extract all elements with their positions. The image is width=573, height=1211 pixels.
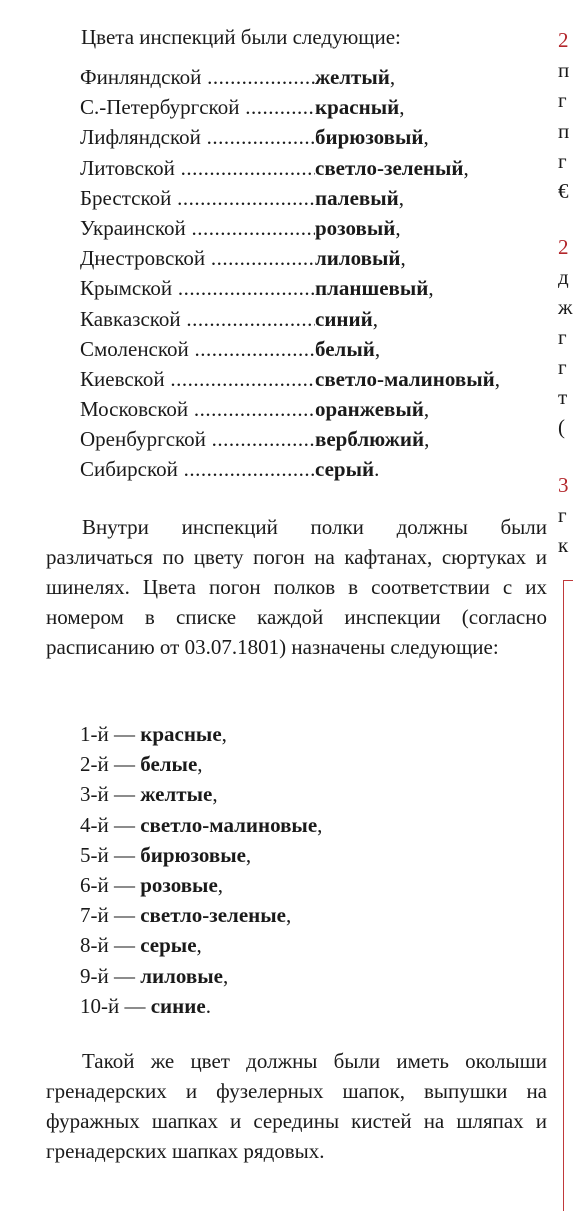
inspection-name: Лифляндской .....	[80, 122, 315, 152]
adjacent-column-fragment: п	[558, 58, 570, 82]
list-item	[80, 243, 550, 273]
punctuation: ,	[217, 872, 224, 897]
adjacent-sidebar-frame	[563, 580, 573, 1211]
adjacent-column-fragment: 2	[558, 28, 569, 52]
list-item	[80, 334, 550, 364]
list-item	[80, 870, 322, 900]
list-item	[80, 62, 550, 92]
regiment-color: красные	[140, 722, 222, 746]
punctuation: ,	[395, 215, 401, 240]
regiment-color: серые	[140, 933, 197, 958]
list-item	[80, 991, 322, 1021]
regiment-color: розовые	[140, 872, 218, 897]
regiment-color: бирюзовые	[140, 842, 246, 867]
inspection-name: Литовской .....	[80, 153, 315, 183]
list-item	[80, 122, 550, 152]
adjacent-column-fragment: 2	[558, 235, 569, 259]
adjacent-column-fragment: к	[558, 533, 569, 557]
punctuation: ,	[196, 933, 202, 958]
inspection-color: лиловый	[315, 246, 401, 271]
regiment-color: белые	[140, 752, 198, 777]
inspection-name: Брестской .....	[80, 183, 315, 213]
list-item	[80, 153, 550, 183]
regiment-number: 1-й —	[80, 722, 135, 746]
punctuation: ,	[399, 95, 405, 120]
inspection-color: оранжевый	[315, 397, 424, 422]
punctuation: ,	[423, 397, 430, 422]
adjacent-column-fragment: ж	[558, 295, 573, 319]
punctuation: ,	[423, 125, 429, 150]
list-item	[80, 930, 322, 960]
punctuation: ,	[222, 963, 229, 988]
intro-line: Цвета инспекций были следующие:	[81, 25, 401, 49]
adjacent-column-fragment: г	[558, 88, 567, 112]
regiment-number: 6-й —	[80, 872, 135, 897]
list-item	[80, 779, 322, 809]
inspection-name: Кавказской .....	[80, 304, 315, 334]
punctuation: ,	[197, 752, 203, 777]
regiment-number: 4-й —	[80, 812, 135, 837]
list-item	[80, 213, 550, 243]
punctuation: ,	[398, 185, 404, 210]
punctuation: ,	[463, 155, 469, 180]
list-item	[80, 304, 550, 334]
list-item	[80, 364, 550, 394]
adjacent-column-fragment: т	[558, 385, 568, 409]
inspection-color: серый	[315, 457, 375, 482]
inspection-color: палевый	[315, 185, 399, 210]
inspection-color: светло-зеленый	[315, 155, 464, 180]
adjacent-column-fragment: г	[558, 503, 567, 527]
body-paragraph: Такой же цвет должны были иметь околыши гренадерских и фузелерных шапок, выпушки на фуражных шапках и середины кистей на шляпах и гренадерских шапках рядовых.	[46, 1049, 547, 1163]
list-item	[80, 183, 550, 213]
regiment-color: светло-малиновые	[140, 812, 318, 837]
list-item	[80, 961, 322, 991]
list-item	[80, 454, 550, 484]
regiment-number: 3-й —	[80, 782, 135, 807]
adjacent-column-fragment: п	[558, 119, 570, 143]
inspection-name: Оренбургской .....	[80, 424, 315, 454]
list-item	[80, 92, 550, 122]
inspection-color: желтый	[315, 65, 390, 89]
adjacent-column-fragment: €	[558, 179, 569, 203]
inspection-name: Финляндской .....	[80, 62, 315, 92]
inspection-name: Сибирской .....	[80, 454, 315, 484]
punctuation: ,	[285, 903, 292, 928]
inspection-name: Крымской .....	[80, 273, 315, 303]
inspection-color: красный	[315, 95, 400, 120]
adjacent-column-fragment: (	[558, 415, 565, 439]
regiment-color: светло-зеленые	[140, 903, 286, 928]
adjacent-column-fragment: г	[558, 149, 567, 173]
list-item	[80, 810, 322, 840]
inspection-color: синий	[315, 306, 373, 331]
adjacent-column-fragment: 3	[558, 473, 569, 497]
inspection-color: розовый	[315, 215, 396, 240]
body-paragraph: Внутри инспекций полки должны были различаться по цвету погон на кафтанах, сюртуках и шинелях. Цвета погон полков в соответствии с их номером в списке каждой инспекции (согласно расписанию от 03.07.1801) назначены следующие:	[46, 515, 547, 659]
inspection-name: С.-Петербургской .....	[80, 92, 315, 122]
list-item	[80, 840, 322, 870]
inspection-name: Смоленской .....	[80, 334, 315, 364]
list-item	[80, 424, 550, 454]
punctuation: ,	[428, 276, 434, 301]
inspection-color: бирюзовый	[315, 125, 424, 150]
inspection-color-list	[80, 62, 550, 485]
punctuation: ,	[317, 812, 323, 837]
punctuation: ,	[374, 336, 381, 361]
regiment-number: 5-й —	[80, 842, 135, 867]
punctuation: ,	[494, 366, 500, 391]
regiment-color: синие	[150, 993, 206, 1018]
adjacent-column-fragment: д	[558, 265, 569, 289]
inspection-name: Московской .....	[80, 394, 315, 424]
punctuation: ,	[221, 722, 227, 746]
regiment-color: желтые	[140, 782, 213, 807]
list-item	[80, 900, 322, 930]
regiment-color: лиловые	[140, 963, 223, 988]
list-item	[80, 273, 550, 303]
punctuation: ,	[372, 306, 378, 331]
punctuation: ,	[245, 842, 252, 867]
list-item	[80, 719, 322, 749]
punctuation: .	[205, 993, 211, 1018]
inspection-color: светло-малиновый	[315, 366, 495, 391]
inspection-color: белый	[315, 336, 375, 361]
punctuation: ,	[212, 782, 218, 807]
adjacent-column-fragment: г	[558, 325, 567, 349]
adjacent-column-fragment: г	[558, 355, 567, 379]
inspection-color: планшевый	[315, 276, 429, 301]
regiment-number: 10-й —	[80, 993, 146, 1018]
regiment-number: 9-й —	[80, 963, 135, 988]
regiment-number: 2-й —	[80, 752, 135, 777]
inspection-color: верблюжий	[315, 427, 425, 452]
regiment-number: 7-й —	[80, 903, 135, 928]
inspection-name: Киевской .....	[80, 364, 315, 394]
list-item	[80, 749, 322, 779]
inspection-name: Украинской .....	[80, 213, 315, 243]
regiment-color-list	[80, 719, 322, 1021]
punctuation: ,	[400, 246, 406, 271]
punctuation: ,	[389, 65, 396, 89]
punctuation: .	[374, 457, 380, 482]
regiment-number: 8-й —	[80, 933, 135, 958]
inspection-name: Днестровской .....	[80, 243, 315, 273]
list-item	[80, 394, 550, 424]
punctuation: ,	[424, 427, 430, 452]
